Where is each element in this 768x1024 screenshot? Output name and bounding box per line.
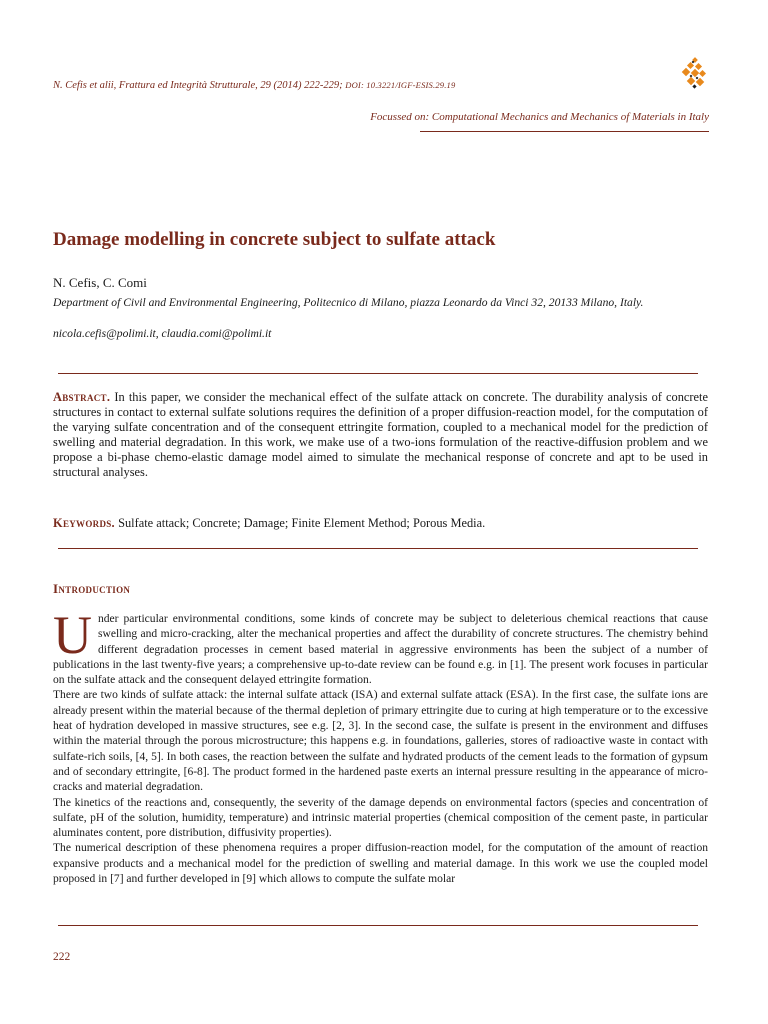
- divider-top: [58, 373, 698, 374]
- abstract-label: Abstract.: [53, 390, 111, 404]
- divider-bottom: [58, 548, 698, 549]
- focus-line: Focussed on: Computational Mechanics and Mechanics of Materials in Italy: [370, 111, 709, 123]
- paragraph: The kinetics of the reactions and, consequently, the severity of the damage depends on environmental factors (species and concentration of sulfate, pH of the solution, humidity, temperature) and intrinsic material properties (chemical composition of the cement paste, in particular aluminates content, pore distribution, diffusivity properties).: [53, 796, 708, 840]
- keywords-label: Keywords.: [53, 516, 115, 530]
- abstract: [53, 390, 708, 481]
- section-heading-introduction: Introduction: [53, 581, 131, 596]
- keywords-text: Sulfate attack; Concrete; Damage; Finite Element Method; Porous Media.: [118, 516, 486, 530]
- running-head: [53, 80, 455, 91]
- citation: N. Cefis et alii, Frattura ed Integrità Strutturale, 29 (2014) 222-229;: [53, 80, 343, 91]
- paragraph: The numerical description of these phenomena requires a proper diffusion-reaction model, for the computation of the amount of reaction expansive products and a mechanical model for the prediction of swelling and material damage. In this work we use the coupled model proposed in [7] and further developed in [9] which allows to compute the sulfate molar: [53, 842, 708, 886]
- paragraph-text: nder particular environmental conditions, some kinds of concrete may be subject to deleterious chemical reactions that cause swelling and micro-cracking, alter the mechanical properties and affect the durability of concrete structures. The chemistry behind different degradation processes in cement based material in aggressive environments has been the subject of a number of publications in the last twenty-five years; a comprehensive up-to-date review can be found e.g. in [1]. The present work focuses in particular on the sulfate attack and the consequent delayed ettringite formation.: [53, 613, 708, 687]
- header-divider: [420, 131, 709, 132]
- introduction-body: [53, 605, 708, 887]
- abstract-text: In this paper, we consider the mechanical effect of the sulfate attack on concrete. The durability analysis of concrete structures in contact to external sulfate solutions requires the definition of a proper diffusion-reaction model, for the computation of the varying sulfate concentration and of the consequent ettringite formation, coupled to a mechanical model for the prediction of swelling and material degradation. In this work, we make use of a two-ions formulation of the reactive-diffusion problem and we propose a bi-phase chemo-elastic damage model aimed to simulate the mechanical response of concrete and apt to be used in structural analyses.: [53, 390, 708, 480]
- drop-cap: U: [53, 605, 92, 665]
- authors: N. Cefis, C. Comi: [53, 275, 147, 290]
- page-number: 222: [53, 951, 71, 963]
- journal-logo-icon: [680, 57, 706, 91]
- paragraph: There are two kinds of sulfate attack: the internal sulfate attack (ISA) and external sulfate attack (ESA). In the first case, the sulfate ions are already present within the material because of the thermal depletion of primary ettringite due to curing at high temperature or to the excessive heat of hydration developed in massive structures, see e.g. [2, 3]. In the second case, the sulfate is present in the environment and diffuses within the material through the porous microstructure; this happens e.g. in foundations, galleries, stores of radioactive waste in contact with sulfate-rich soils, [4, 5]. In both cases, the reaction between the sulfate and hydrated products of the cement leads to the formation of gypsum and of secondary ettringite, [6-8]. The product formed in the hardened paste exerts an internal pressure resulting in the appearance of micro-cracks and material degradation.: [53, 689, 708, 794]
- paragraph: [53, 605, 708, 688]
- affiliation: Department of Civil and Environmental Engineering, Politecnico di Milano, piazza Leonardo da Vinci 32, 20133 Milano, Italy.: [53, 296, 644, 309]
- footer-divider: [58, 925, 698, 926]
- paper-title: Damage modelling in concrete subject to sulfate attack: [53, 229, 496, 250]
- doi: DOI: 10.3221/IGF-ESIS.29.19: [345, 80, 456, 90]
- keywords: [53, 516, 708, 531]
- author-emails: nicola.cefis@polimi.it, claudia.comi@polimi.it: [53, 327, 272, 340]
